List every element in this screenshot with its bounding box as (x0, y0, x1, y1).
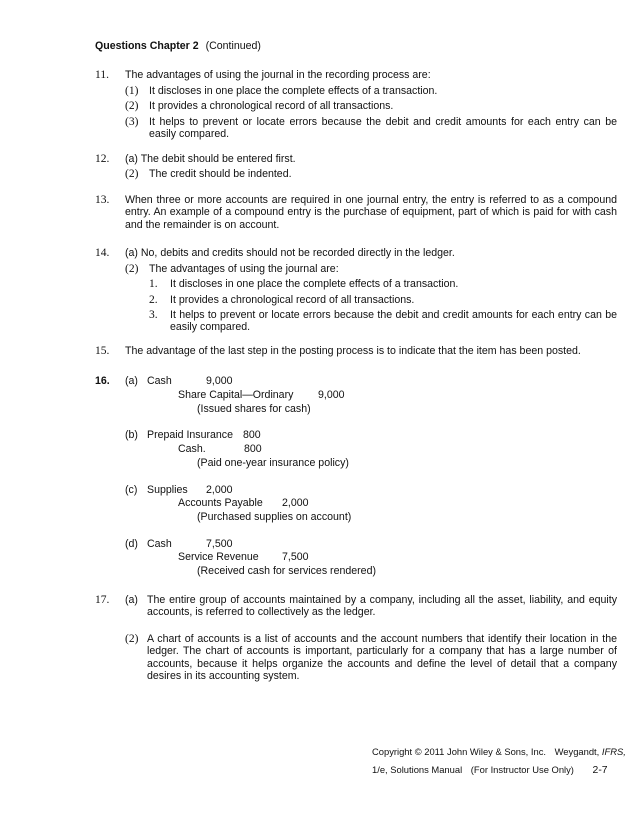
question-number: 15. (95, 345, 110, 357)
question-number: 13. (95, 194, 110, 206)
credit-amount: 7,500 (282, 551, 309, 563)
q11-item-number: (2) (125, 100, 139, 112)
chapter-suffix: (Continued) (205, 40, 261, 52)
credit-account: Accounts Payable (178, 497, 263, 509)
footer-copyright: Copyright © 2011 John Wiley & Sons, Inc. (372, 746, 547, 757)
q14-item-text: It provides a chronological record of all transactions. (170, 294, 415, 306)
q14-item-text: It helps to prevent or locate errors because the debit and credit amounts for each entry can be easily compared. (170, 309, 617, 334)
q11-item-number: (3) (125, 116, 139, 128)
q14-item-number: 1. (149, 278, 158, 290)
q17-part-a: The entire group of accounts maintained by a company, including all the asset, liability, and equity accounts, is referred to collectively as the ledger. (147, 594, 617, 619)
page-header (95, 40, 261, 52)
q14-item-number: 2. (149, 294, 158, 306)
debit-account: Prepaid Insurance (147, 429, 233, 441)
question-number: 12. (95, 153, 110, 165)
question-number: 11. (95, 69, 109, 81)
debit-amount: 7,500 (206, 538, 233, 550)
footer-usage: (For Instructor Use Only) (470, 764, 574, 775)
q14-item-number: 3. (149, 309, 158, 321)
q12-part-a: (a) The debit should be entered first. (125, 153, 296, 165)
q11-item-number: (1) (125, 85, 139, 97)
credit-amount: 9,000 (318, 389, 345, 401)
chapter-title: Questions Chapter 2 (95, 40, 199, 52)
q17-part-b: A chart of accounts is a list of accounts and the account numbers that identify their location in the ledger. The chart of accounts is important, particularly for a company that has a large number of accounts, because it helps organize the accounts and define the level of detail that a company desires in its accounting system. (147, 633, 617, 683)
q14-part-a: (a) No, debits and credits should not be recorded directly in the ledger. (125, 247, 455, 259)
debit-account: Supplies (147, 484, 188, 496)
question-number: 14. (95, 247, 110, 259)
footer-author: Weygandt, (554, 746, 600, 757)
entry-memo: (Purchased supplies on account) (197, 511, 352, 523)
footer-manual: 1/e, Solutions Manual (372, 764, 463, 775)
q12-part-b-number: (2) (125, 168, 139, 180)
footer-line-2 (372, 764, 608, 777)
debit-amount: 9,000 (206, 375, 233, 387)
entry-label: (d) (125, 538, 138, 550)
credit-amount: 800 (244, 443, 262, 455)
q12-part-b: The credit should be indented. (149, 168, 292, 180)
page-number: 2-7 (592, 765, 608, 776)
question-number: 16. (95, 375, 110, 387)
entry-label: (c) (125, 484, 138, 496)
credit-account: Cash. (178, 443, 206, 455)
credit-account: Service Revenue (178, 551, 259, 563)
entry-memo: (Paid one-year insurance policy) (197, 457, 349, 469)
debit-account: Cash (147, 375, 172, 387)
debit-account: Cash (147, 538, 172, 550)
q14-part-b-number: (2) (125, 263, 139, 275)
q11-intro: The advantages of using the journal in the recording process are: (125, 69, 431, 81)
entry-memo: (Received cash for services rendered) (197, 565, 376, 577)
q11-item-text: It discloses in one place the complete effects of a transaction. (149, 85, 438, 97)
q13-text: When three or more accounts are required in one journal entry, the entry is referred to as a compound entry. An example of a compound entry is the purchase of equipment, part of which is paid for with cash and the remainder is on account. (125, 194, 617, 231)
credit-account: Share Capital—Ordinary (178, 389, 294, 401)
entry-label: (b) (125, 429, 138, 441)
debit-amount: 2,000 (206, 484, 233, 496)
q11-item-text: It helps to prevent or locate errors because the debit and credit amounts for each entry can be easily compared. (149, 116, 617, 141)
footer-edition: IFRS, (601, 746, 626, 757)
credit-amount: 2,000 (282, 497, 309, 509)
entry-label: (a) (125, 375, 138, 387)
q15-text: The advantage of the last step in the posting process is to indicate that the item has been posted. (125, 345, 581, 357)
q11-item-text: It provides a chronological record of all transactions. (149, 100, 394, 112)
q17-part-a-label: (a) (125, 594, 138, 606)
entry-memo: (Issued shares for cash) (197, 403, 311, 415)
footer-line-1 (372, 746, 626, 758)
q14-part-b: The advantages of using the journal are: (149, 263, 339, 275)
q14-item-text: It discloses in one place the complete effects of a transaction. (170, 278, 459, 290)
question-number: 17. (95, 594, 110, 606)
debit-amount: 800 (243, 429, 261, 441)
q17-part-b-number: (2) (125, 633, 139, 645)
